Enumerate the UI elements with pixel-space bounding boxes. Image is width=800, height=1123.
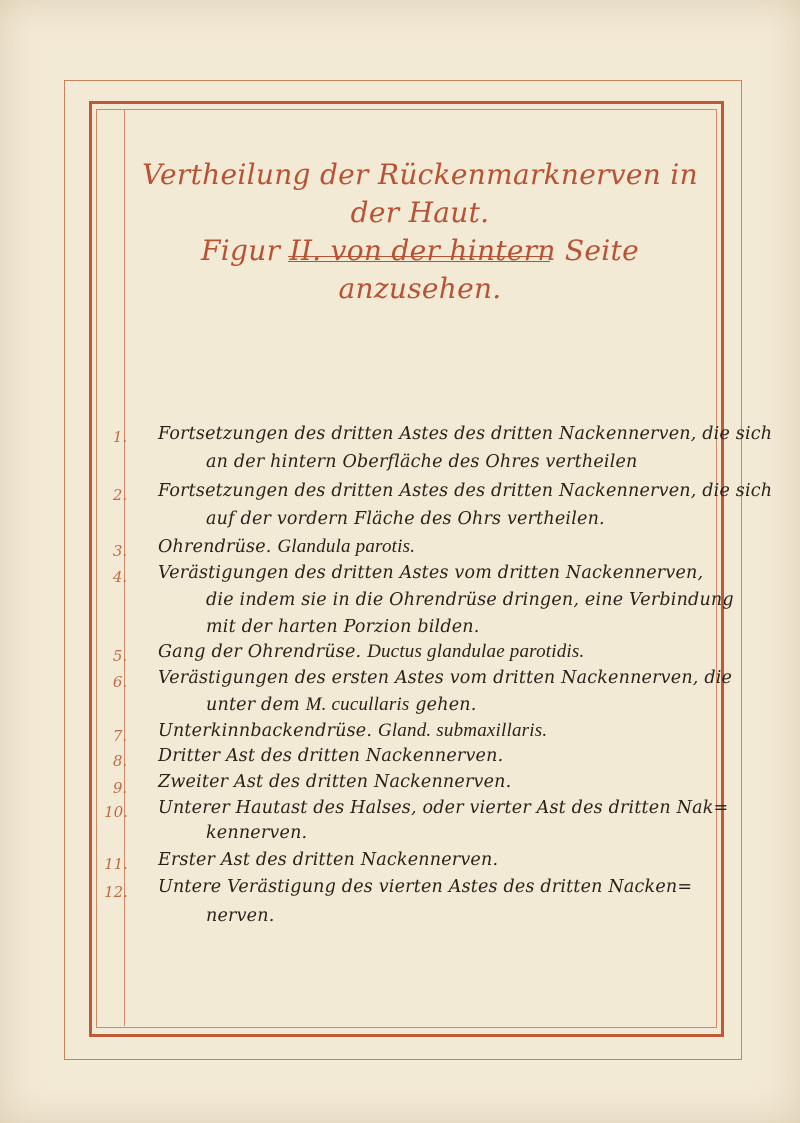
entry-number-6: 6. — [112, 673, 128, 691]
title-line-2: Figur II. von der hintern Seite anzusehen. — [201, 234, 639, 305]
entry-number-9: 9. — [112, 779, 128, 797]
entry-number-5: 5. — [112, 647, 128, 665]
entry-8-line: Dritter Ast des dritten Nackennerven. — [158, 746, 504, 766]
entry-6-latin: M. cucullaris — [305, 694, 410, 715]
entry-number-12: 12. — [104, 883, 128, 901]
entry-number-8: 8. — [112, 752, 128, 770]
entry-2-line-1: Fortsetzungen des dritten Astes des dritten Nackennerven, die sich — [158, 481, 773, 501]
entry-6-pre: unter dem — [206, 695, 300, 715]
entry-7-latin: Gland. submaxillaris. — [377, 720, 548, 741]
title-underline — [288, 256, 550, 257]
title-line-1: Vertheilung der Rückenmarknerven in der Haut. — [142, 158, 698, 229]
entry-number-4: 4. — [112, 568, 128, 586]
entry-12-line-1: Untere Verästigung des vierten Astes des dritten Nacken= — [158, 877, 693, 897]
entry-1-line-1: Fortsetzungen des dritten Astes des dritten Nackennerven, die sich — [158, 424, 773, 444]
entry-3-latin: Glandula parotis. — [277, 536, 416, 557]
entry-5-german: Gang der Ohrendrüse. — [158, 642, 362, 662]
title-underline-double — [288, 261, 550, 262]
entry-10-line-1: Unterer Hautast des Halses, oder vierter Ast des dritten Nak= — [158, 798, 729, 818]
entry-1-line-2: an der hintern Oberfläche des Ohres vertheilen — [206, 452, 638, 472]
entry-4-line-2: die indem sie in die Ohrendrüse dringen, eine Verbindung — [206, 590, 734, 610]
entry-11-line: Erster Ast des dritten Nackennerven. — [158, 850, 499, 870]
page-title — [140, 156, 700, 308]
entry-7-line — [158, 720, 547, 742]
entry-number-10: 10. — [104, 803, 128, 821]
entry-6-post: gehen. — [415, 695, 477, 715]
entry-4-line-3: mit der harten Porzion bilden. — [206, 617, 480, 637]
entry-number-11: 11. — [104, 855, 128, 873]
entry-number-2: 2. — [112, 486, 128, 504]
entry-5-line — [158, 641, 584, 663]
entry-6-line-2 — [206, 694, 477, 716]
entry-2-line-2: auf der vordern Fläche des Ohrs vertheilen. — [206, 509, 605, 529]
entry-number-7: 7. — [112, 727, 128, 745]
entry-7-german: Unterkinnbackendrüse. — [158, 721, 373, 741]
entry-12-line-2: nerven. — [206, 906, 275, 926]
entry-5-latin: Ductus glandulae parotidis. — [367, 641, 585, 662]
entry-number-3: 3. — [112, 542, 128, 560]
entry-4-line-1: Verästigungen des dritten Astes vom dritten Nackennerven, — [158, 563, 704, 583]
entry-3-german: Ohrendrüse. — [158, 537, 272, 557]
entry-9-line: Zweiter Ast des dritten Nackennerven. — [158, 772, 512, 792]
entry-3-line — [158, 536, 415, 558]
entry-6-line-1: Verästigungen des ersten Astes vom dritten Nackennerven, die — [158, 668, 733, 688]
entry-10-line-2: kennerven. — [206, 823, 308, 843]
entry-number-1: 1. — [112, 428, 128, 446]
